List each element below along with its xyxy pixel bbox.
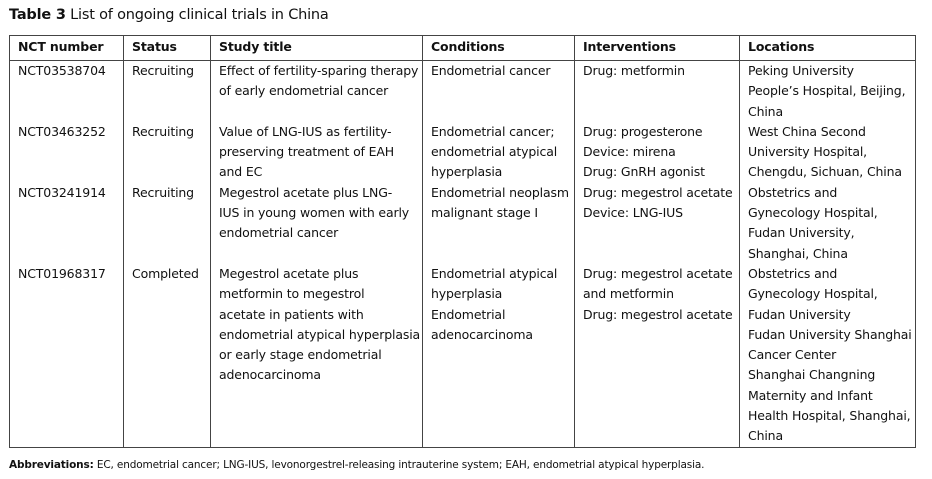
table-row	[10, 61, 916, 122]
cell-interventions-line: Device: mirena	[583, 144, 676, 160]
cell-locations-line: Shanghai Changning	[748, 367, 876, 383]
cell-conditions-line: endometrial atypical	[431, 144, 558, 160]
cell-interventions-line: Device: LNG-IUS	[583, 205, 683, 221]
header-conditions: Conditions	[423, 36, 575, 61]
cell-study-title-line: Value of LNG-IUS as fertility-	[219, 123, 392, 139]
cell-study-title-line: metformin to megestrol	[219, 286, 365, 302]
table-body	[10, 61, 916, 448]
cell-study-title-line: adenocarcinoma	[219, 367, 321, 383]
cell-locations-line: Gynecology Hospital,	[748, 286, 878, 302]
header-study-title: Study title	[211, 36, 423, 61]
cell-status: Recruiting	[124, 183, 211, 264]
cell-interventions-line: Drug: megestrol acetate	[583, 184, 733, 200]
cell-study-title	[211, 183, 423, 264]
cell-locations-line: Health Hospital, Shanghai,	[748, 408, 911, 424]
header-row	[10, 36, 916, 61]
cell-conditions-line: Endometrial	[431, 306, 506, 322]
cell-study-title-line: Megestrol acetate plus LNG-	[219, 184, 393, 200]
cell-study-title-line: Effect of fertility-sparing therapy	[219, 63, 419, 78]
cell-status: Recruiting	[124, 122, 211, 183]
cell-study-title	[211, 122, 423, 183]
cell-interventions-line: Drug: metformin	[583, 63, 685, 78]
cell-interventions-line: Drug: megestrol acetate	[583, 306, 733, 322]
cell-locations-line: Chengdu, Sichuan, China	[748, 164, 902, 180]
cell-conditions-line: hyperplasia	[431, 164, 503, 180]
cell-conditions-line: Endometrial cancer	[431, 63, 551, 78]
cell-study-title-line: of early endometrial cancer	[219, 83, 389, 99]
clinical-trials-table	[9, 35, 916, 448]
table-caption	[9, 7, 329, 23]
footnote-text: EC, endometrial cancer; LNG-IUS, levonorgestrel-releasing intrauterine system; EAH, endometrial atypical hyperplasia.	[93, 459, 705, 471]
cell-locations	[740, 61, 916, 122]
cell-locations-line: University Hospital,	[748, 144, 868, 160]
cell-study-title-line: or early stage endometrial	[219, 347, 382, 363]
cell-nct-number: NCT01968317	[10, 264, 124, 447]
cell-conditions-line: hyperplasia	[431, 286, 503, 302]
header-interventions: Interventions	[575, 36, 740, 61]
cell-study-title-line: and EC	[219, 164, 263, 180]
header-locations: Locations	[740, 36, 916, 61]
cell-conditions	[423, 183, 575, 264]
cell-locations	[740, 264, 916, 447]
cell-locations-line: Obstetrics and	[748, 184, 838, 200]
cell-nct-number: NCT03538704	[10, 61, 124, 122]
cell-locations-line: Fudan University Shanghai	[748, 326, 912, 342]
cell-conditions	[423, 122, 575, 183]
cell-locations-line: China	[748, 428, 783, 444]
table-row	[10, 264, 916, 447]
footnote-label: Abbreviations:	[9, 459, 94, 471]
cell-nct-number: NCT03241914	[10, 183, 124, 264]
cell-locations	[740, 122, 916, 183]
cell-study-title-line: preserving treatment of EAH	[219, 144, 395, 160]
cell-conditions-line: Endometrial neoplasm	[431, 184, 569, 200]
cell-status: Recruiting	[124, 61, 211, 122]
cell-interventions	[575, 183, 740, 264]
cell-interventions	[575, 61, 740, 122]
cell-conditions-line: Endometrial atypical	[431, 265, 558, 281]
cell-interventions-line: Drug: megestrol acetate	[583, 265, 733, 281]
cell-interventions	[575, 264, 740, 447]
cell-locations-line: China	[748, 103, 783, 119]
cell-locations-line: Obstetrics and	[748, 265, 838, 281]
cell-interventions	[575, 122, 740, 183]
cell-study-title-line: endometrial atypical hyperplasia	[219, 326, 421, 342]
cell-interventions-line: Drug: progesterone	[583, 123, 703, 139]
header-nct-number: NCT number	[10, 36, 124, 61]
cell-locations-line: Cancer Center	[748, 347, 837, 363]
cell-conditions-line: Endometrial cancer;	[431, 123, 555, 139]
cell-conditions	[423, 264, 575, 447]
cell-interventions-line: Drug: GnRH agonist	[583, 164, 705, 180]
cell-locations-line: Shanghai, China	[748, 245, 848, 261]
caption-text: List of ongoing clinical trials in China	[70, 7, 329, 23]
table-row	[10, 122, 916, 183]
cell-locations-line: Gynecology Hospital,	[748, 205, 878, 221]
cell-conditions	[423, 61, 575, 122]
cell-locations-line: Fudan University,	[748, 225, 855, 241]
cell-status: Completed	[124, 264, 211, 447]
abbreviations-footnote	[9, 459, 704, 471]
cell-locations-line: West China Second	[748, 123, 866, 139]
cell-locations-line: Maternity and Infant	[748, 387, 873, 403]
cell-conditions-line: malignant stage I	[431, 205, 538, 221]
cell-locations	[740, 183, 916, 264]
caption-label: Table 3	[9, 7, 66, 23]
cell-study-title	[211, 61, 423, 122]
cell-study-title-line: Megestrol acetate plus	[219, 265, 359, 281]
cell-nct-number: NCT03463252	[10, 122, 124, 183]
header-status: Status	[124, 36, 211, 61]
cell-study-title-line: endometrial cancer	[219, 225, 339, 241]
cell-study-title	[211, 264, 423, 447]
cell-locations-line: Fudan University	[748, 306, 851, 322]
cell-interventions-line: and metformin	[583, 286, 674, 302]
cell-locations-line: Peking University	[748, 63, 854, 78]
cell-locations-line: People’s Hospital, Beijing,	[748, 83, 906, 99]
cell-conditions-line: adenocarcinoma	[431, 326, 533, 342]
cell-study-title-line: acetate in patients with	[219, 306, 364, 322]
table-row	[10, 183, 916, 264]
cell-study-title-line: IUS in young women with early	[219, 205, 410, 221]
